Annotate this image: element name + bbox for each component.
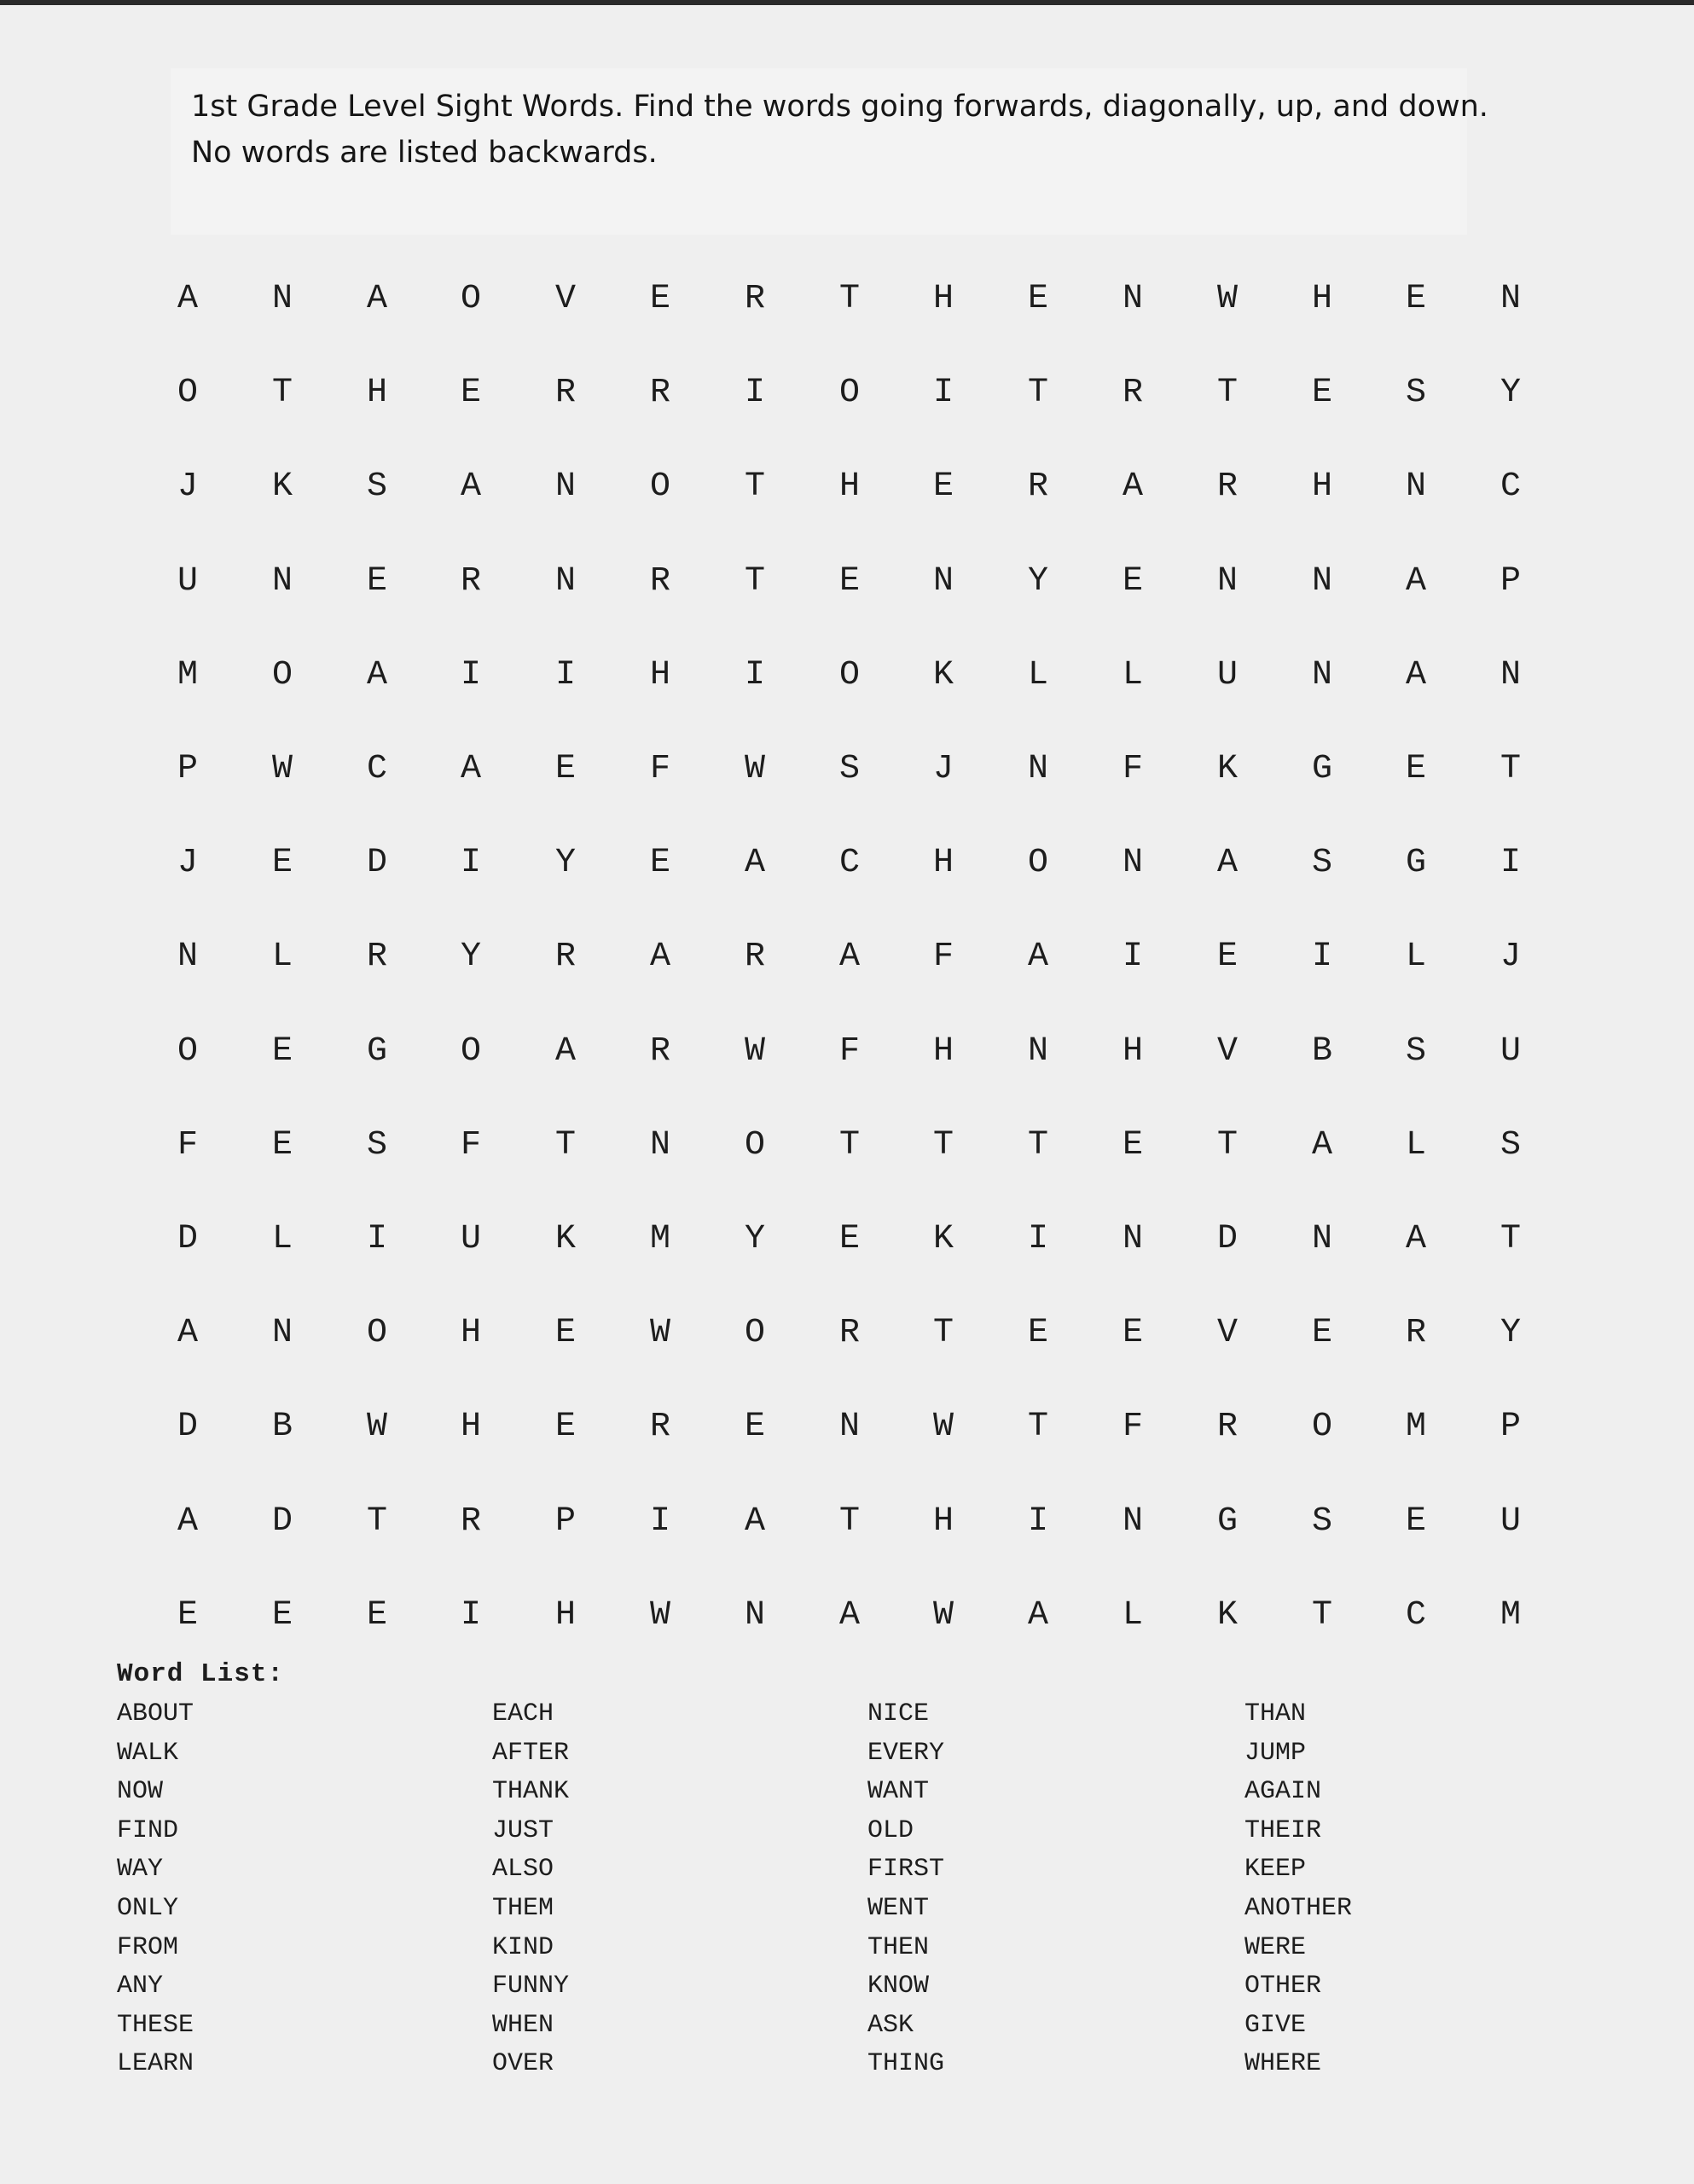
grid-letter: E <box>1405 750 1426 788</box>
grid-letter: N <box>554 468 576 506</box>
grid-letter: N <box>1500 280 1521 318</box>
grid-letter: K <box>932 1220 954 1258</box>
grid-letter: N <box>1027 1032 1048 1071</box>
grid-letter: E <box>271 1596 293 1635</box>
grid-letter: S <box>366 468 387 506</box>
grid-letter: F <box>838 1032 860 1071</box>
word-list-item: OTHER <box>1244 1972 1322 2001</box>
grid-letter: L <box>1405 1126 1426 1165</box>
grid-letter: Y <box>460 938 481 976</box>
grid-letter: J <box>177 468 198 506</box>
grid-letter: N <box>1311 656 1332 694</box>
word-list-item: WHEN <box>492 2011 554 2040</box>
grid-letter: W <box>744 1032 765 1071</box>
word-list-item: AGAIN <box>1244 1777 1322 1806</box>
grid-letter: F <box>649 750 670 788</box>
word-list-item: AFTER <box>492 1739 570 1768</box>
grid-letter: A <box>1311 1126 1332 1165</box>
grid-letter: M <box>177 656 198 694</box>
grid-letter: O <box>1027 844 1048 882</box>
grid-letter: E <box>649 844 670 882</box>
grid-letter: E <box>1027 280 1048 318</box>
grid-letter: E <box>744 1408 765 1446</box>
grid-letter: D <box>1216 1220 1238 1258</box>
grid-letter: S <box>838 750 860 788</box>
grid-letter: B <box>271 1408 293 1446</box>
word-list-item: JUST <box>492 1816 554 1845</box>
grid-letter: D <box>177 1408 198 1446</box>
grid-letter: W <box>744 750 765 788</box>
grid-letter: S <box>1311 1502 1332 1541</box>
grid-letter: Y <box>1500 374 1521 412</box>
grid-letter: P <box>1500 1408 1521 1446</box>
word-list-item: NICE <box>867 1699 930 1728</box>
grid-letter: H <box>932 1502 954 1541</box>
grid-letter: V <box>1216 1032 1238 1071</box>
grid-letter: H <box>1122 1032 1143 1071</box>
grid-letter: E <box>649 280 670 318</box>
grid-letter: I <box>366 1220 387 1258</box>
grid-letter: N <box>1405 468 1426 506</box>
grid-letter: V <box>554 280 576 318</box>
grid-letter: A <box>554 1032 576 1071</box>
grid-letter: A <box>744 844 765 882</box>
grid-letter: A <box>1027 1596 1048 1635</box>
grid-letter: M <box>649 1220 670 1258</box>
grid-letter: E <box>366 1596 387 1635</box>
grid-letter: R <box>460 562 481 601</box>
grid-letter: N <box>744 1596 765 1635</box>
grid-letter: E <box>460 374 481 412</box>
grid-letter: A <box>177 1314 198 1352</box>
grid-letter: O <box>1311 1408 1332 1446</box>
grid-letter: I <box>1122 938 1143 976</box>
grid-letter: R <box>1216 468 1238 506</box>
grid-letter: P <box>1500 562 1521 601</box>
grid-letter: H <box>1311 280 1332 318</box>
word-list-item: EACH <box>492 1699 554 1728</box>
grid-letter: H <box>932 1032 954 1071</box>
grid-letter: V <box>1216 1314 1238 1352</box>
grid-letter: T <box>271 374 293 412</box>
grid-letter: T <box>744 468 765 506</box>
grid-letter: E <box>366 562 387 601</box>
grid-letter: B <box>1311 1032 1332 1071</box>
grid-letter: G <box>1311 750 1332 788</box>
grid-letter: N <box>271 1314 293 1352</box>
grid-letter: U <box>460 1220 481 1258</box>
word-list-item: KEEP <box>1244 1855 1307 1884</box>
instructions <box>191 84 1522 176</box>
grid-letter: A <box>838 1596 860 1635</box>
word-list-item: ANY <box>117 1972 164 2001</box>
grid-letter: C <box>838 844 860 882</box>
word-list-item: NOW <box>117 1777 164 1806</box>
word-list-item: JUMP <box>1244 1739 1307 1768</box>
grid-letter: N <box>1311 1220 1332 1258</box>
grid-letter: N <box>1122 280 1143 318</box>
grid-letter: A <box>1405 562 1426 601</box>
grid-letter: I <box>1027 1502 1048 1541</box>
word-list-item: OVER <box>492 2049 554 2078</box>
word-list-item: FIRST <box>867 1855 945 1884</box>
grid-letter: G <box>1405 844 1426 882</box>
word-list-item: FROM <box>117 1933 179 1962</box>
grid-letter: E <box>177 1596 198 1635</box>
grid-letter: I <box>744 656 765 694</box>
grid-letter: E <box>1405 1502 1426 1541</box>
grid-letter: U <box>1500 1032 1521 1071</box>
grid-letter: T <box>1027 1408 1048 1446</box>
grid-letter: O <box>744 1314 765 1352</box>
instructions-line-1: 1st Grade Level Sight Words. Find the words going forwards, diagonally, up, and down. <box>191 90 1488 124</box>
grid-letter: C <box>366 750 387 788</box>
grid-letter: T <box>932 1314 954 1352</box>
instructions-line-2: No words are listed backwards. <box>191 136 658 170</box>
grid-letter: T <box>366 1502 387 1541</box>
word-list-item: KNOW <box>867 1972 930 2001</box>
grid-letter: O <box>460 1032 481 1071</box>
grid-letter: R <box>1122 374 1143 412</box>
grid-letter: I <box>1500 844 1521 882</box>
word-list-title: Word List: <box>117 1659 285 1689</box>
grid-letter: E <box>838 1220 860 1258</box>
word-list-item: EVERY <box>867 1739 945 1768</box>
grid-letter: L <box>271 1220 293 1258</box>
word-list-item: THESE <box>117 2011 194 2040</box>
grid-letter: N <box>1216 562 1238 601</box>
grid-letter: J <box>1500 938 1521 976</box>
grid-letter: O <box>460 280 481 318</box>
grid-letter: G <box>1216 1502 1238 1541</box>
grid-letter: M <box>1405 1408 1426 1446</box>
grid-letter: H <box>932 844 954 882</box>
grid-letter: L <box>1122 1596 1143 1635</box>
word-list-item: ABOUT <box>117 1699 194 1728</box>
grid-letter: M <box>1500 1596 1521 1635</box>
grid-letter: O <box>177 374 198 412</box>
word-list-item: WERE <box>1244 1933 1307 1962</box>
grid-letter: A <box>1122 468 1143 506</box>
grid-letter: I <box>460 844 481 882</box>
word-list-item: THANK <box>492 1777 570 1806</box>
grid-letter: T <box>1311 1596 1332 1635</box>
grid-letter: E <box>838 562 860 601</box>
grid-letter: H <box>554 1596 576 1635</box>
grid-letter: E <box>1311 374 1332 412</box>
grid-letter: Y <box>554 844 576 882</box>
grid-letter: L <box>271 938 293 976</box>
grid-letter: A <box>649 938 670 976</box>
grid-letter: W <box>271 750 293 788</box>
grid-letter: T <box>554 1126 576 1165</box>
word-list-item: THAN <box>1244 1699 1307 1728</box>
grid-letter: E <box>1122 1314 1143 1352</box>
grid-letter: S <box>1405 1032 1426 1071</box>
word-list-item: WHERE <box>1244 2049 1322 2078</box>
grid-letter: O <box>271 656 293 694</box>
grid-letter: O <box>649 468 670 506</box>
word-list-item: WANT <box>867 1777 930 1806</box>
grid-letter: T <box>1500 1220 1521 1258</box>
grid-letter: L <box>1027 656 1048 694</box>
grid-letter: R <box>554 938 576 976</box>
grid-letter: R <box>1216 1408 1238 1446</box>
grid-letter: Y <box>1027 562 1048 601</box>
grid-letter: W <box>932 1408 954 1446</box>
grid-letter: E <box>554 750 576 788</box>
grid-letter: W <box>932 1596 954 1635</box>
grid-letter: I <box>649 1502 670 1541</box>
grid-letter: N <box>649 1126 670 1165</box>
word-list-item: ONLY <box>117 1894 179 1923</box>
grid-letter: T <box>1027 1126 1048 1165</box>
word-list-item: FIND <box>117 1816 179 1845</box>
grid-letter: A <box>177 1502 198 1541</box>
grid-letter: A <box>1405 656 1426 694</box>
grid-letter: K <box>1216 750 1238 788</box>
grid-letter: Y <box>744 1220 765 1258</box>
grid-letter: K <box>932 656 954 694</box>
word-list-item: WALK <box>117 1739 179 1768</box>
word-list-item: ALSO <box>492 1855 554 1884</box>
grid-letter: E <box>932 468 954 506</box>
grid-letter: P <box>177 750 198 788</box>
grid-letter: E <box>1216 938 1238 976</box>
grid-letter: N <box>271 280 293 318</box>
grid-letter: R <box>460 1502 481 1541</box>
grid-letter: E <box>1027 1314 1048 1352</box>
word-list-item: ASK <box>867 2011 914 2040</box>
grid-letter: J <box>177 844 198 882</box>
grid-letter: A <box>1216 844 1238 882</box>
grid-letter: T <box>838 1502 860 1541</box>
grid-letter: H <box>460 1408 481 1446</box>
grid-letter: H <box>932 280 954 318</box>
grid-letter: S <box>1405 374 1426 412</box>
grid-letter: F <box>1122 750 1143 788</box>
grid-letter: E <box>271 1032 293 1071</box>
grid-letter: R <box>649 1032 670 1071</box>
grid-letter: O <box>838 374 860 412</box>
grid-letter: E <box>554 1408 576 1446</box>
grid-letter: A <box>1405 1220 1426 1258</box>
grid-letter: I <box>460 1596 481 1635</box>
grid-letter: I <box>744 374 765 412</box>
grid-letter: N <box>1311 562 1332 601</box>
grid-letter: I <box>554 656 576 694</box>
grid-letter: N <box>271 562 293 601</box>
grid-letter: I <box>460 656 481 694</box>
grid-letter: H <box>1311 468 1332 506</box>
grid-letter: A <box>1027 938 1048 976</box>
grid-letter: F <box>932 938 954 976</box>
word-list-item: GIVE <box>1244 2011 1307 2040</box>
grid-letter: T <box>1500 750 1521 788</box>
grid-letter: F <box>1122 1408 1143 1446</box>
grid-letter: E <box>1405 280 1426 318</box>
grid-letter: R <box>649 562 670 601</box>
grid-letter: A <box>460 468 481 506</box>
grid-letter: R <box>838 1314 860 1352</box>
grid-letter: E <box>1122 562 1143 601</box>
grid-letter: U <box>177 562 198 601</box>
grid-letter: R <box>744 280 765 318</box>
grid-letter: G <box>366 1032 387 1071</box>
grid-letter: A <box>366 656 387 694</box>
grid-letter: A <box>744 1502 765 1541</box>
grid-letter: T <box>838 1126 860 1165</box>
grid-letter: T <box>1216 1126 1238 1165</box>
grid-letter: H <box>838 468 860 506</box>
grid-letter: E <box>271 844 293 882</box>
word-list-item: THEIR <box>1244 1816 1322 1845</box>
grid-letter: R <box>1027 468 1048 506</box>
grid-letter: E <box>1311 1314 1332 1352</box>
grid-letter: I <box>1311 938 1332 976</box>
grid-letter: S <box>1500 1126 1521 1165</box>
grid-letter: F <box>460 1126 481 1165</box>
scan-top-edge <box>0 0 1694 5</box>
grid-letter: T <box>744 562 765 601</box>
grid-letter: H <box>366 374 387 412</box>
grid-letter: O <box>744 1126 765 1165</box>
grid-letter: T <box>932 1126 954 1165</box>
grid-letter: N <box>1500 656 1521 694</box>
grid-letter: A <box>366 280 387 318</box>
grid-letter: T <box>1216 374 1238 412</box>
grid-letter: S <box>1311 844 1332 882</box>
grid-letter: R <box>366 938 387 976</box>
grid-letter: J <box>932 750 954 788</box>
word-list-item: FUNNY <box>492 1972 570 2001</box>
grid-letter: W <box>366 1408 387 1446</box>
grid-letter: R <box>1405 1314 1426 1352</box>
grid-letter: C <box>1500 468 1521 506</box>
grid-letter: R <box>649 374 670 412</box>
grid-letter: R <box>744 938 765 976</box>
grid-letter: R <box>554 374 576 412</box>
grid-letter: T <box>1027 374 1048 412</box>
grid-letter: H <box>460 1314 481 1352</box>
grid-letter: O <box>177 1032 198 1071</box>
grid-letter: D <box>271 1502 293 1541</box>
word-list-item: LEARN <box>117 2049 194 2078</box>
grid-letter: L <box>1405 938 1426 976</box>
grid-letter: W <box>1216 280 1238 318</box>
grid-letter: D <box>366 844 387 882</box>
grid-letter: T <box>838 280 860 318</box>
grid-letter: N <box>1027 750 1048 788</box>
grid-letter: E <box>271 1126 293 1165</box>
grid-letter: A <box>460 750 481 788</box>
grid-letter: K <box>554 1220 576 1258</box>
grid-letter: N <box>1122 1502 1143 1541</box>
word-list-item: THEM <box>492 1894 554 1923</box>
grid-letter: C <box>1405 1596 1426 1635</box>
word-list-item: WAY <box>117 1855 164 1884</box>
grid-letter: P <box>554 1502 576 1541</box>
grid-letter: E <box>554 1314 576 1352</box>
word-list-item: OLD <box>867 1816 914 1845</box>
grid-letter: N <box>1122 844 1143 882</box>
grid-letter: K <box>1216 1596 1238 1635</box>
grid-letter: N <box>838 1408 860 1446</box>
grid-letter: O <box>838 656 860 694</box>
grid-letter: F <box>177 1126 198 1165</box>
word-list-item: WENT <box>867 1894 930 1923</box>
grid-letter: N <box>1122 1220 1143 1258</box>
word-list-item: THEN <box>867 1933 930 1962</box>
word-list-item: ANOTHER <box>1244 1894 1353 1923</box>
word-list-item: KIND <box>492 1933 554 1962</box>
grid-letter: L <box>1122 656 1143 694</box>
grid-letter: U <box>1500 1502 1521 1541</box>
grid-letter: H <box>649 656 670 694</box>
grid-letter: N <box>177 938 198 976</box>
grid-letter: A <box>177 280 198 318</box>
grid-letter: R <box>649 1408 670 1446</box>
grid-letter: W <box>649 1314 670 1352</box>
grid-letter: W <box>649 1596 670 1635</box>
grid-letter: D <box>177 1220 198 1258</box>
grid-letter: N <box>554 562 576 601</box>
grid-letter: S <box>366 1126 387 1165</box>
grid-letter: N <box>932 562 954 601</box>
grid-letter: A <box>838 938 860 976</box>
grid-letter: I <box>932 374 954 412</box>
grid-letter: Y <box>1500 1314 1521 1352</box>
word-list-item: THING <box>867 2049 945 2078</box>
grid-letter: K <box>271 468 293 506</box>
grid-letter: O <box>366 1314 387 1352</box>
grid-letter: I <box>1027 1220 1048 1258</box>
grid-letter: U <box>1216 656 1238 694</box>
grid-letter: E <box>1122 1126 1143 1165</box>
